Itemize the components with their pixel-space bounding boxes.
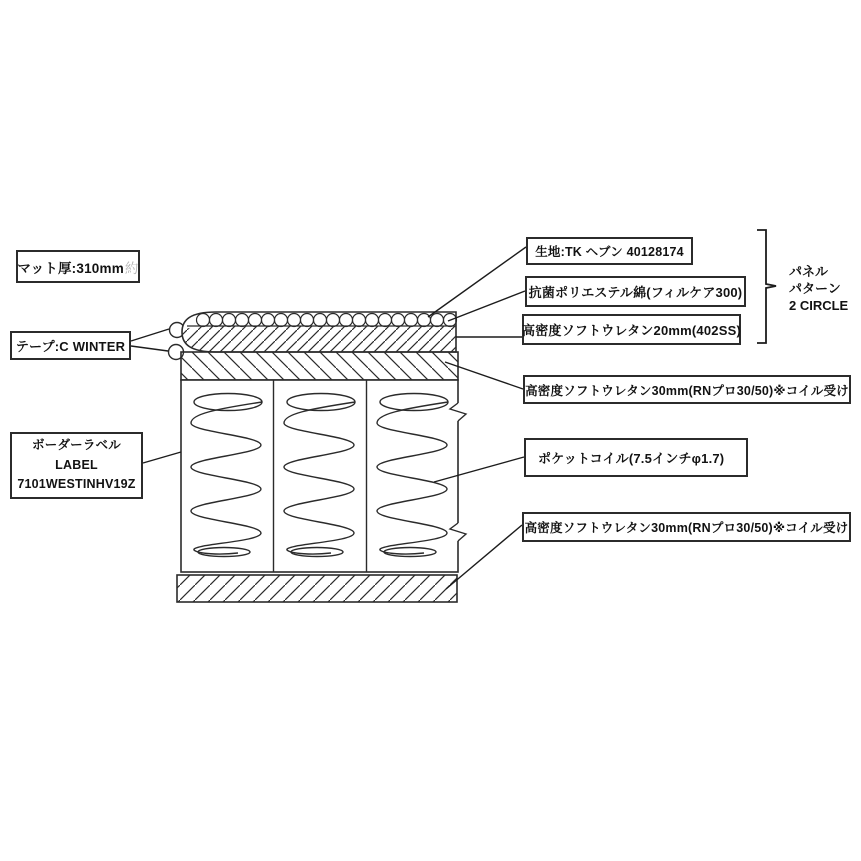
border-label-line3: 7101WESTINHV19Z: [17, 477, 136, 492]
tape-text: テープ:C WINTER: [15, 339, 126, 354]
panel-pattern-line3: 2 CIRCLE: [789, 298, 849, 314]
tape-label: [10, 331, 131, 360]
mat-thickness-text: マット厚:310mm: [17, 260, 124, 276]
urethane-30mm-bottom-label: [522, 512, 851, 542]
panel-pattern-note: [789, 263, 848, 314]
border-label-line1: ボーダーラベル: [32, 438, 121, 453]
antibacterial-text: 抗菌ポリエステル綿(フィルケア300): [528, 285, 743, 300]
border-label-box: [10, 432, 143, 499]
pocket-coil-section: [181, 380, 466, 572]
fabric-text: 生地:TK ヘブン 40128174: [535, 245, 684, 259]
pocket-coil-label: [524, 438, 748, 477]
urethane-30mm-top-label: [523, 375, 851, 404]
urethane-20mm-text: 高密度ソフトウレタン20mm(402SS): [522, 323, 741, 338]
antibacterial-polyester-label: [525, 276, 746, 307]
urethane-30mm-bottom-text: 高密度ソフトウレタン30mm(RNプロ30/50)※コイル受け: [524, 521, 849, 535]
fabric-label: [526, 237, 693, 265]
urethane-30mm-top-layer: [181, 352, 458, 380]
urethane-20mm-label: [522, 314, 741, 345]
mat-thickness-approx: 約: [124, 260, 139, 276]
panel-pattern-line2: パターン: [789, 281, 841, 297]
border-label-line2: LABEL: [55, 457, 98, 472]
quilted-top-panel: [182, 312, 457, 352]
panel-pattern-bracket: [757, 230, 776, 343]
urethane-30mm-bottom-layer: [177, 575, 457, 602]
urethane-30mm-top-text: 高密度ソフトウレタン30mm(RNプロ30/50)※コイル受け: [525, 383, 849, 398]
pocket-coil-text: ポケットコイル(7.5インチφ1.7): [538, 451, 725, 466]
panel-pattern-line1: パネル: [789, 264, 829, 279]
mat-thickness-label: [16, 250, 140, 283]
